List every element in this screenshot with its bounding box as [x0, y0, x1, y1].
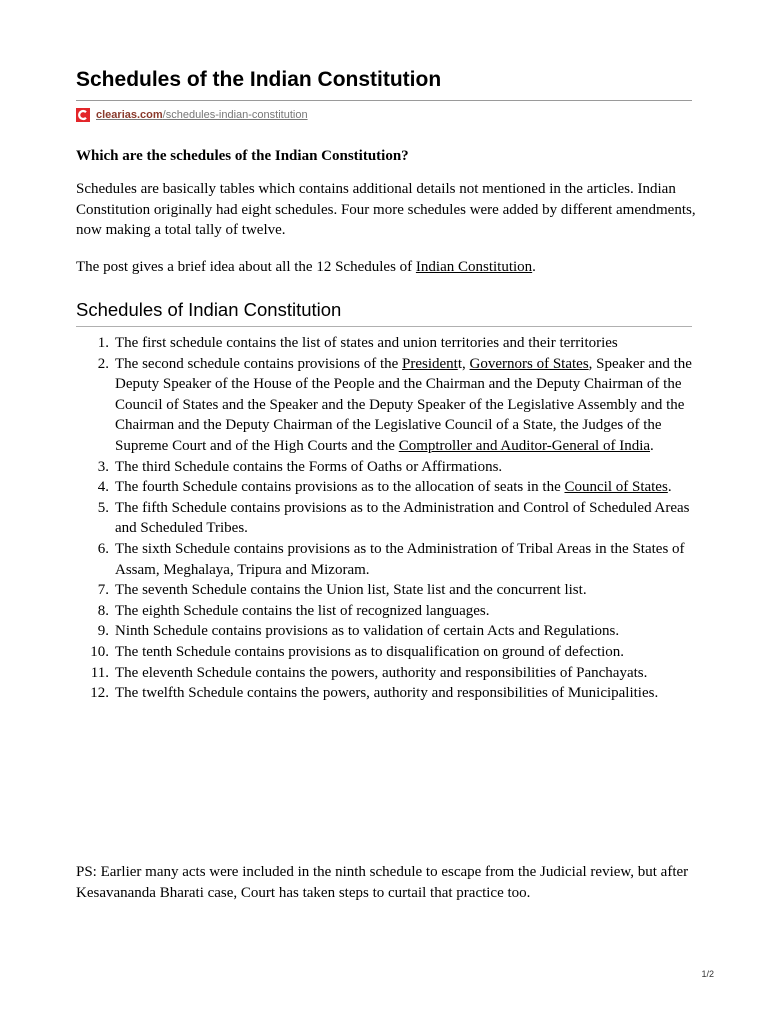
- indian-constitution-link[interactable]: Indian Constitution: [415, 259, 533, 275]
- page-number: 1/2: [701, 969, 714, 979]
- post-intro-end: .: [532, 259, 536, 275]
- page-title: Schedules of the Indian Constitution: [76, 68, 442, 91]
- schedule-text: The seventh Schedule contains the Union list, State list and the concurrent list.: [115, 582, 587, 599]
- schedule-text: .: [667, 479, 672, 496]
- schedule-number: 2.: [97, 355, 109, 372]
- schedule-list-item: [76, 354, 694, 457]
- schedule-text: The second schedule contains provisions of the: [115, 355, 403, 372]
- source-domain: clearias.com: [96, 109, 163, 121]
- schedule-text: Ninth Schedule contains provisions as to validation of certain Acts and Regulations.: [115, 623, 620, 640]
- schedule-list-item: [76, 601, 694, 622]
- schedule-text: , Speaker and the Deputy Speaker of the House of the People and the Chairman and the Deputy Chairman of the Council of States and the Speaker and the Deputy Speaker of the Legislative Assembly and the Chairman and the Deputy Chairman of the Legislative Council of a State, the Judges of the Supreme Court and of the High Courts and the: [115, 355, 692, 454]
- title-divider: [76, 100, 692, 101]
- schedule-text: The fifth Schedule contains provisions as to the Administration and Control of Scheduled Areas and Scheduled Tribes.: [115, 499, 690, 537]
- schedule-list: [76, 333, 694, 704]
- section-heading: Schedules of Indian Constitution: [76, 299, 342, 320]
- source-link-row[interactable]: [76, 107, 308, 123]
- schedule-text: The sixth Schedule contains provisions as to the Administration of Tribal Areas in the States of Assam, Meghalaya, Tripura and Mizoram.: [115, 540, 685, 578]
- schedule-link[interactable]: Comptroller and Auditor-General of India: [398, 437, 651, 454]
- source-path: /schedules-indian-constitution: [162, 109, 308, 121]
- schedule-number: 3.: [97, 458, 109, 475]
- schedule-number: 8.: [97, 602, 109, 619]
- schedule-text: The eleventh Schedule contains the powers, authority and responsibilities of Panchayats.: [115, 664, 648, 681]
- clearias-logo-icon: [76, 108, 90, 122]
- schedule-text: t,: [457, 355, 470, 372]
- post-intro-text: The post gives a brief idea about all the 12 Schedules of: [76, 259, 416, 275]
- schedule-text: The twelfth Schedule contains the powers, authority and responsibilities of Municipalities.: [115, 685, 659, 702]
- schedule-list-item: [76, 477, 694, 498]
- intro-paragraph: Schedules are basically tables which contains additional details not mentioned in the articles. Indian Constitution originally had eight schedules. Four more schedules were added by different amendments, now making a total tally of twelve.: [76, 181, 696, 239]
- schedule-text: The fourth Schedule contains provisions as to the allocation of seats in the: [115, 479, 565, 496]
- section-divider: [76, 326, 692, 327]
- schedule-list-item: [76, 683, 694, 704]
- schedule-text: The tenth Schedule contains provisions as to disqualification on ground of defection.: [115, 643, 625, 660]
- schedule-number: 1.: [97, 335, 109, 351]
- schedule-list-item: [76, 663, 694, 684]
- question-heading: Which are the schedules of the Indian Constitution?: [76, 148, 409, 164]
- schedule-list-item: [76, 642, 694, 663]
- schedule-text: The eighth Schedule contains the list of recognized languages.: [115, 602, 490, 619]
- schedule-text: The first schedule contains the list of states and union territories and their territories: [115, 335, 618, 351]
- schedule-number: 6.: [97, 540, 109, 557]
- schedule-text: .: [650, 437, 654, 454]
- schedule-list-item: [76, 333, 694, 354]
- schedule-list-item: [76, 457, 694, 478]
- schedule-number: 12.: [90, 685, 109, 702]
- schedule-list-item: [76, 621, 694, 642]
- schedule-list-item: [76, 498, 694, 539]
- schedule-text: The third Schedule contains the Forms of Oaths or Affirmations.: [115, 458, 503, 475]
- schedule-link[interactable]: Council of States: [564, 479, 668, 496]
- schedule-number: 4.: [97, 479, 109, 496]
- schedule-list-item: [76, 580, 694, 601]
- schedule-link[interactable]: Governors of States: [469, 355, 589, 372]
- source-url-link[interactable]: [96, 107, 308, 123]
- schedule-number: 7.: [97, 582, 109, 599]
- schedule-number: 11.: [90, 664, 109, 681]
- schedule-number: 10.: [90, 643, 109, 660]
- schedule-list-item: [76, 539, 694, 580]
- ps-paragraph: PS: Earlier many acts were included in the ninth schedule to escape from the Judicial review, but after Kesavananda Bharati case, Court has taken steps to curtail that practice too.: [76, 864, 689, 901]
- post-intro-paragraph: [76, 257, 696, 278]
- schedule-number: 9.: [97, 623, 109, 640]
- schedule-link[interactable]: President: [402, 355, 458, 372]
- schedule-number: 5.: [97, 499, 109, 516]
